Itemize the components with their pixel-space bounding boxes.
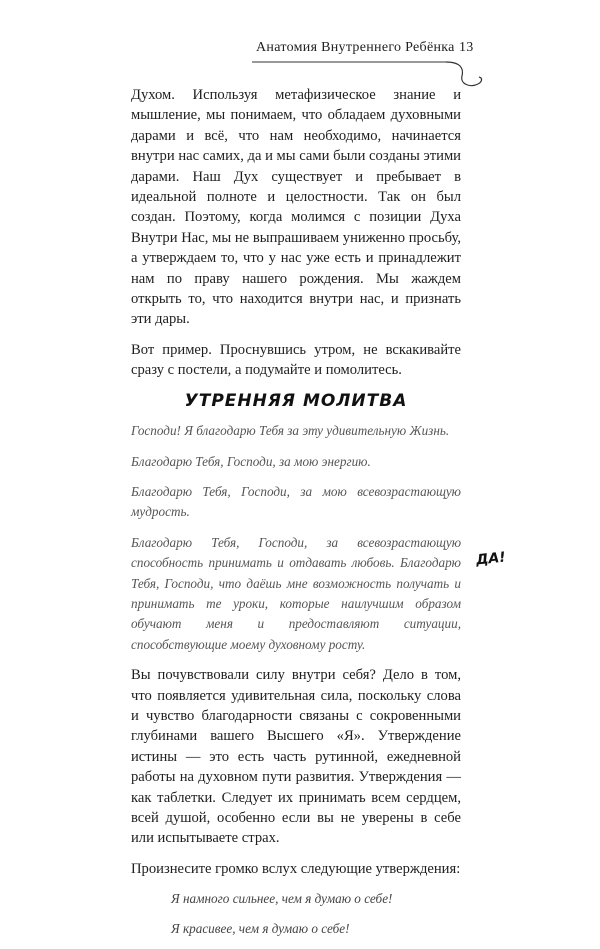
header-title: Анатомия Внутреннего Ребёнка xyxy=(256,40,455,55)
margin-note: ДА! xyxy=(475,549,507,569)
page-body xyxy=(131,85,461,949)
body-paragraph-3: Вы почувствовали силу внутри себя? Дело в том, что появляется удивительная сила, поскольку слова и чувство благодарности связаны с сокровенными глубинами вашего Высшего «Я». Утверждение истины — это есть часть рутинной, ежедневной работы на духовном пути развития. Утверждения — как таблетки. Следует их принимать всем сердцем, всей душой, особенно если вы не уверены в себе или испытываете страх. xyxy=(131,667,461,847)
affirmation-2: Я красивее, чем я думаю о себе! xyxy=(171,921,350,937)
affirmation-1: Я намного сильнее, чем я думаю о себе! xyxy=(171,891,393,907)
prayer-block xyxy=(131,421,461,655)
body-paragraph-4: Произнесите громко вслух следующие утверждения: xyxy=(131,860,461,877)
prayer-line-2: Благодарю Тебя, Господи, за мою энергию. xyxy=(131,453,371,469)
prayer-line-1: Господи! Я благодарю Тебя за эту удивительную Жизнь. xyxy=(131,423,450,439)
prayer-line-3: Благодарю Тебя, Господи, за мою всевозрастающую мудрость. xyxy=(131,483,461,520)
body-paragraph-1: Духом. Используя метафизическое знание и мышление, мы понимаем, что обладаем духовными дарами и всё, что нам необходимо, начинается внутри нас самих, да и мы сами были созданы этими дарами. Наш Дух существует и пребывает в идеальной полноте и целостности. Так он был создан. Поэтому, когда молимся с позиции Духа Внутри Нас, мы не выпрашиваем униженно просьбу, а утверждаем то, что у нас уже есть и принадлежит нам по праву нашего рождения. Мы жаждем открыть то, что находится внутри нас, и признать эти дары. xyxy=(131,87,461,328)
page-number: 13 xyxy=(459,40,474,55)
section-title: УТРЕННЯЯ МОЛИТВА xyxy=(184,390,408,411)
body-paragraph-2: Вот пример. Проснувшись утром, не вскакивайте сразу с постели, а подумайте и помолитесь. xyxy=(131,341,461,379)
prayer-line-4: Благодарю Тебя, Господи, за всевозрастающую способность принимать и отдавать любовь. Благодарю Тебя, Господи, что даёшь мне возможность получать и принимать те уроки, которые наилучшим образом обучают меня и предоставляют ситуации, способствующие моему духовному росту. xyxy=(131,534,461,652)
